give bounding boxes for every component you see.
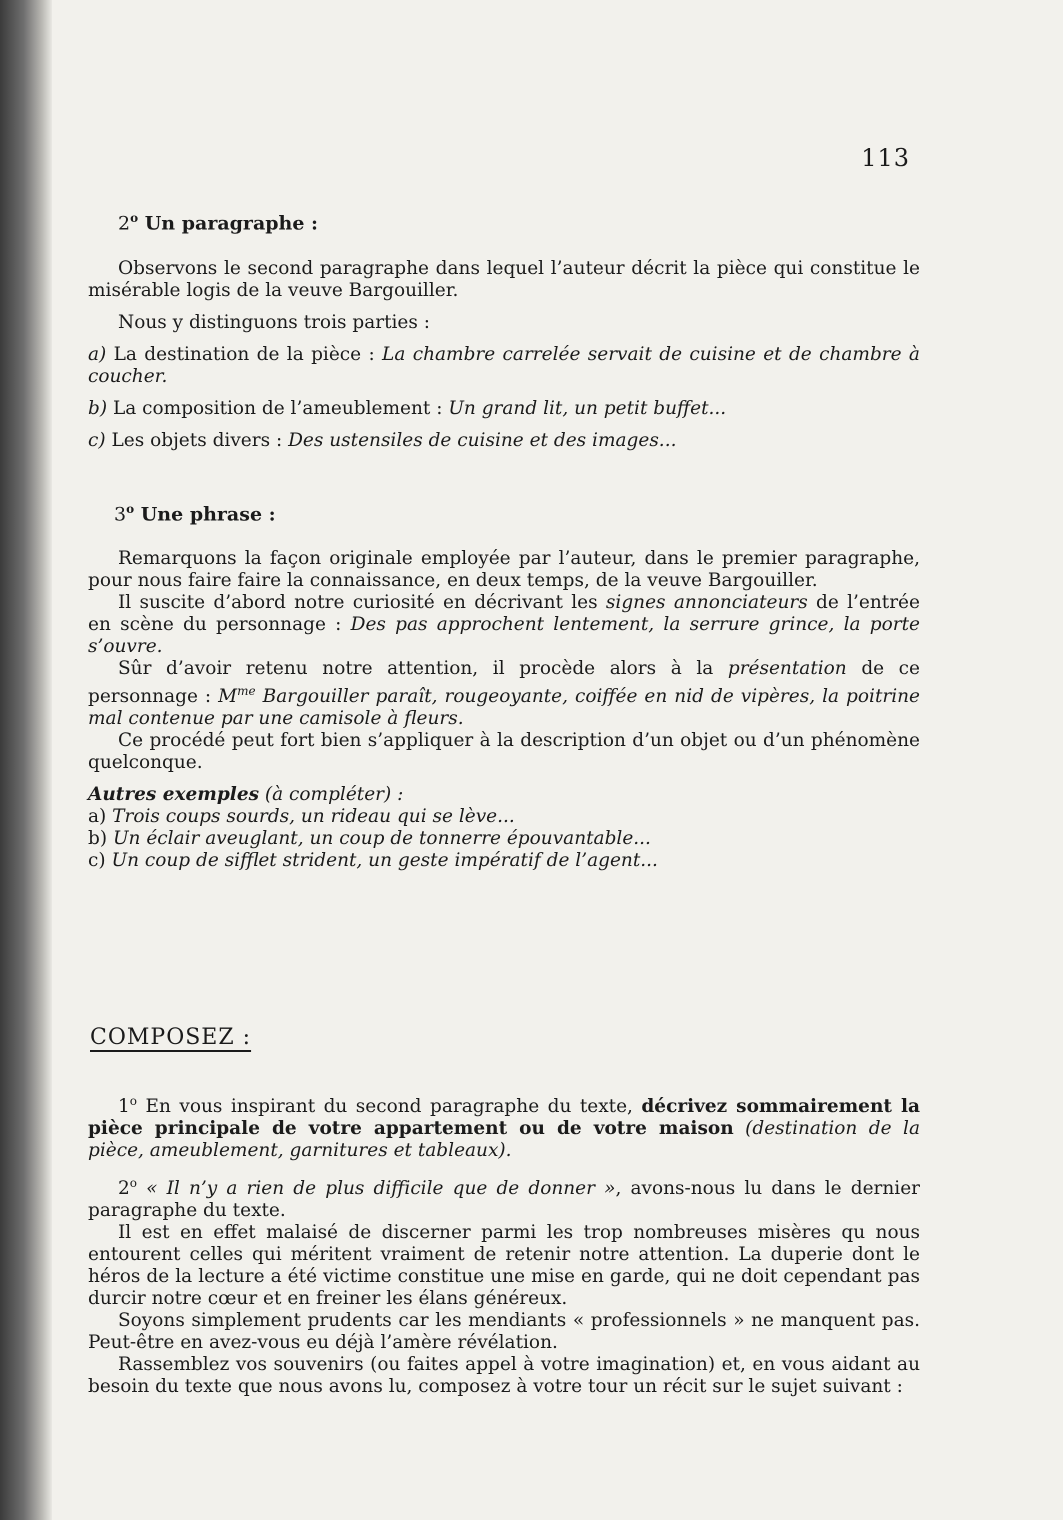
section-3-paragraph-4: Ce procédé peut fort bien s’appliquer à la description d’un objet ou d’un phénomène quelconque. xyxy=(88,730,920,774)
compose-paragraph-1: Il est en effet malaisé de discerner parmi les trop nombreuses misères qu nous entourent celles qui méritent vraiment de retenir notre attention. La duperie dont le héros de la lecture a été victime constitue une mise en garde, qui ne doit cependant pas durcir notre cœur et en freiner les élans généreux. xyxy=(88,1222,920,1310)
section-2-number: 2 xyxy=(118,212,131,235)
compose-body xyxy=(88,1090,920,1398)
text-run: En vous inspirant du second paragraphe du texte, xyxy=(145,1096,633,1118)
section-3-paragraph-3 xyxy=(88,658,920,730)
part-b xyxy=(88,398,920,420)
superscript: me xyxy=(237,684,256,698)
part-a xyxy=(88,344,920,388)
degree-sign: o xyxy=(126,502,135,516)
part-a-text: La destination de la pièce : xyxy=(113,344,375,365)
example-a-text: Trois coups sourds, un rideau qui se lève... xyxy=(112,806,515,828)
degree-sign: o xyxy=(130,211,139,225)
section-2-title: Un paragraphe : xyxy=(144,212,319,235)
book-spine-shadow xyxy=(0,0,52,1520)
section-3-body xyxy=(88,548,920,872)
degree-sign: o xyxy=(129,1176,138,1191)
example-c-text: Un coup de sifflet strident, un geste impératif de l’agent... xyxy=(111,850,658,872)
section-3-paragraph-1: Remarquons la façon originale employée par l’auteur, dans le premier paragraphe, pour nous faire faire la connaissance, en deux temps, de la veuve Bargouiller. xyxy=(88,548,920,591)
item-number: 2 xyxy=(118,1178,130,1200)
italic-run: (destination de la pièce, ameublement, garnitures et tableaux). xyxy=(88,1118,921,1162)
examples-note: (à compléter) : xyxy=(264,784,404,806)
example-b-text: Un éclair aveuglant, un coup de tonnerre épouvantable... xyxy=(112,828,651,850)
italic-run: signes annonciateurs xyxy=(605,592,808,613)
part-c-label: c) xyxy=(88,430,106,451)
part-b-text: La composition de l’ameublement : xyxy=(112,398,443,419)
text-run: M xyxy=(218,686,238,708)
book-page xyxy=(80,0,920,1520)
section-2-body xyxy=(88,258,920,462)
section-3-title: Une phrase : xyxy=(140,503,276,526)
examples-heading xyxy=(88,784,920,806)
item-number: 1 xyxy=(118,1096,130,1118)
section-3-paragraph-2 xyxy=(88,592,920,658)
page-number: 113 xyxy=(861,144,910,172)
example-a-label: a) xyxy=(88,806,107,828)
part-b-example: Un grand lit, un petit buffet... xyxy=(448,398,727,419)
example-c-label: c) xyxy=(88,850,106,872)
examples-title: Autres exemples xyxy=(88,784,260,806)
degree-sign: o xyxy=(129,1094,138,1108)
text-run: Sûr d’avoir retenu notre attention, il procède alors à la xyxy=(118,658,714,679)
italic-run: Des pas approchent lentement, la serrure grince, la porte s’ouvre. xyxy=(88,614,921,657)
part-a-label: a) xyxy=(88,344,107,365)
part-b-label: b) xyxy=(88,398,108,419)
italic-run: présentation xyxy=(727,658,847,679)
example-c xyxy=(88,850,920,872)
compose-title: COMPOSEZ : xyxy=(90,1025,252,1050)
text-run: de l’entrée en scène du personnage : xyxy=(88,592,920,635)
section-2-heading xyxy=(118,207,318,234)
part-c-text: Les objets divers : xyxy=(111,430,283,451)
example-b-label: b) xyxy=(88,828,108,850)
compose-item-2 xyxy=(88,1172,920,1222)
italic-quote: « Il n’y a rien de plus difficile que de donner » xyxy=(146,1178,616,1200)
part-a-example: La chambre carrelée servait de cuisine et de chambre à coucher. xyxy=(88,344,920,387)
section-2-parts-intro: Nous y distinguons trois parties : xyxy=(118,312,430,333)
italic-run xyxy=(88,686,920,729)
text-run: Il suscite d’abord notre curiosité en décrivant les xyxy=(118,592,598,613)
compose-item-1 xyxy=(88,1090,920,1162)
text-run: Bargouiller paraît, rougeoyante, coiffée en nid de vipères, la poitrine mal contenue par une camisole à fleurs. xyxy=(88,686,921,730)
text-run: de ce personnage : xyxy=(88,658,920,708)
section-2-intro: Observons le second paragraphe dans lequel l’auteur décrit la pièce qui constitue le misérable logis de la veuve Bargouiller. xyxy=(88,258,920,301)
section-3-number: 3 xyxy=(114,503,127,526)
bold-run: décrivez sommairement la pièce principale de votre appartement ou de votre maison xyxy=(88,1096,920,1140)
text-run: , avons-nous lu dans le dernier paragraphe du texte. xyxy=(88,1178,920,1222)
example-a xyxy=(88,806,920,828)
example-b xyxy=(88,828,920,850)
part-c xyxy=(88,430,920,452)
compose-paragraph-2: Soyons simplement prudents car les mendiants « professionnels » ne manquent pas. Peut-être en avez-vous eu déjà l’amère révélation. xyxy=(88,1310,920,1354)
section-3-heading xyxy=(114,498,276,525)
part-c-example: Des ustensiles de cuisine et des images... xyxy=(288,430,677,451)
compose-paragraph-3: Rassemblez vos souvenirs (ou faites appel à votre imagination) et, en vous aidant au besoin du texte que nous avons lu, composez à votre tour un récit sur le sujet suivant : xyxy=(88,1354,920,1398)
